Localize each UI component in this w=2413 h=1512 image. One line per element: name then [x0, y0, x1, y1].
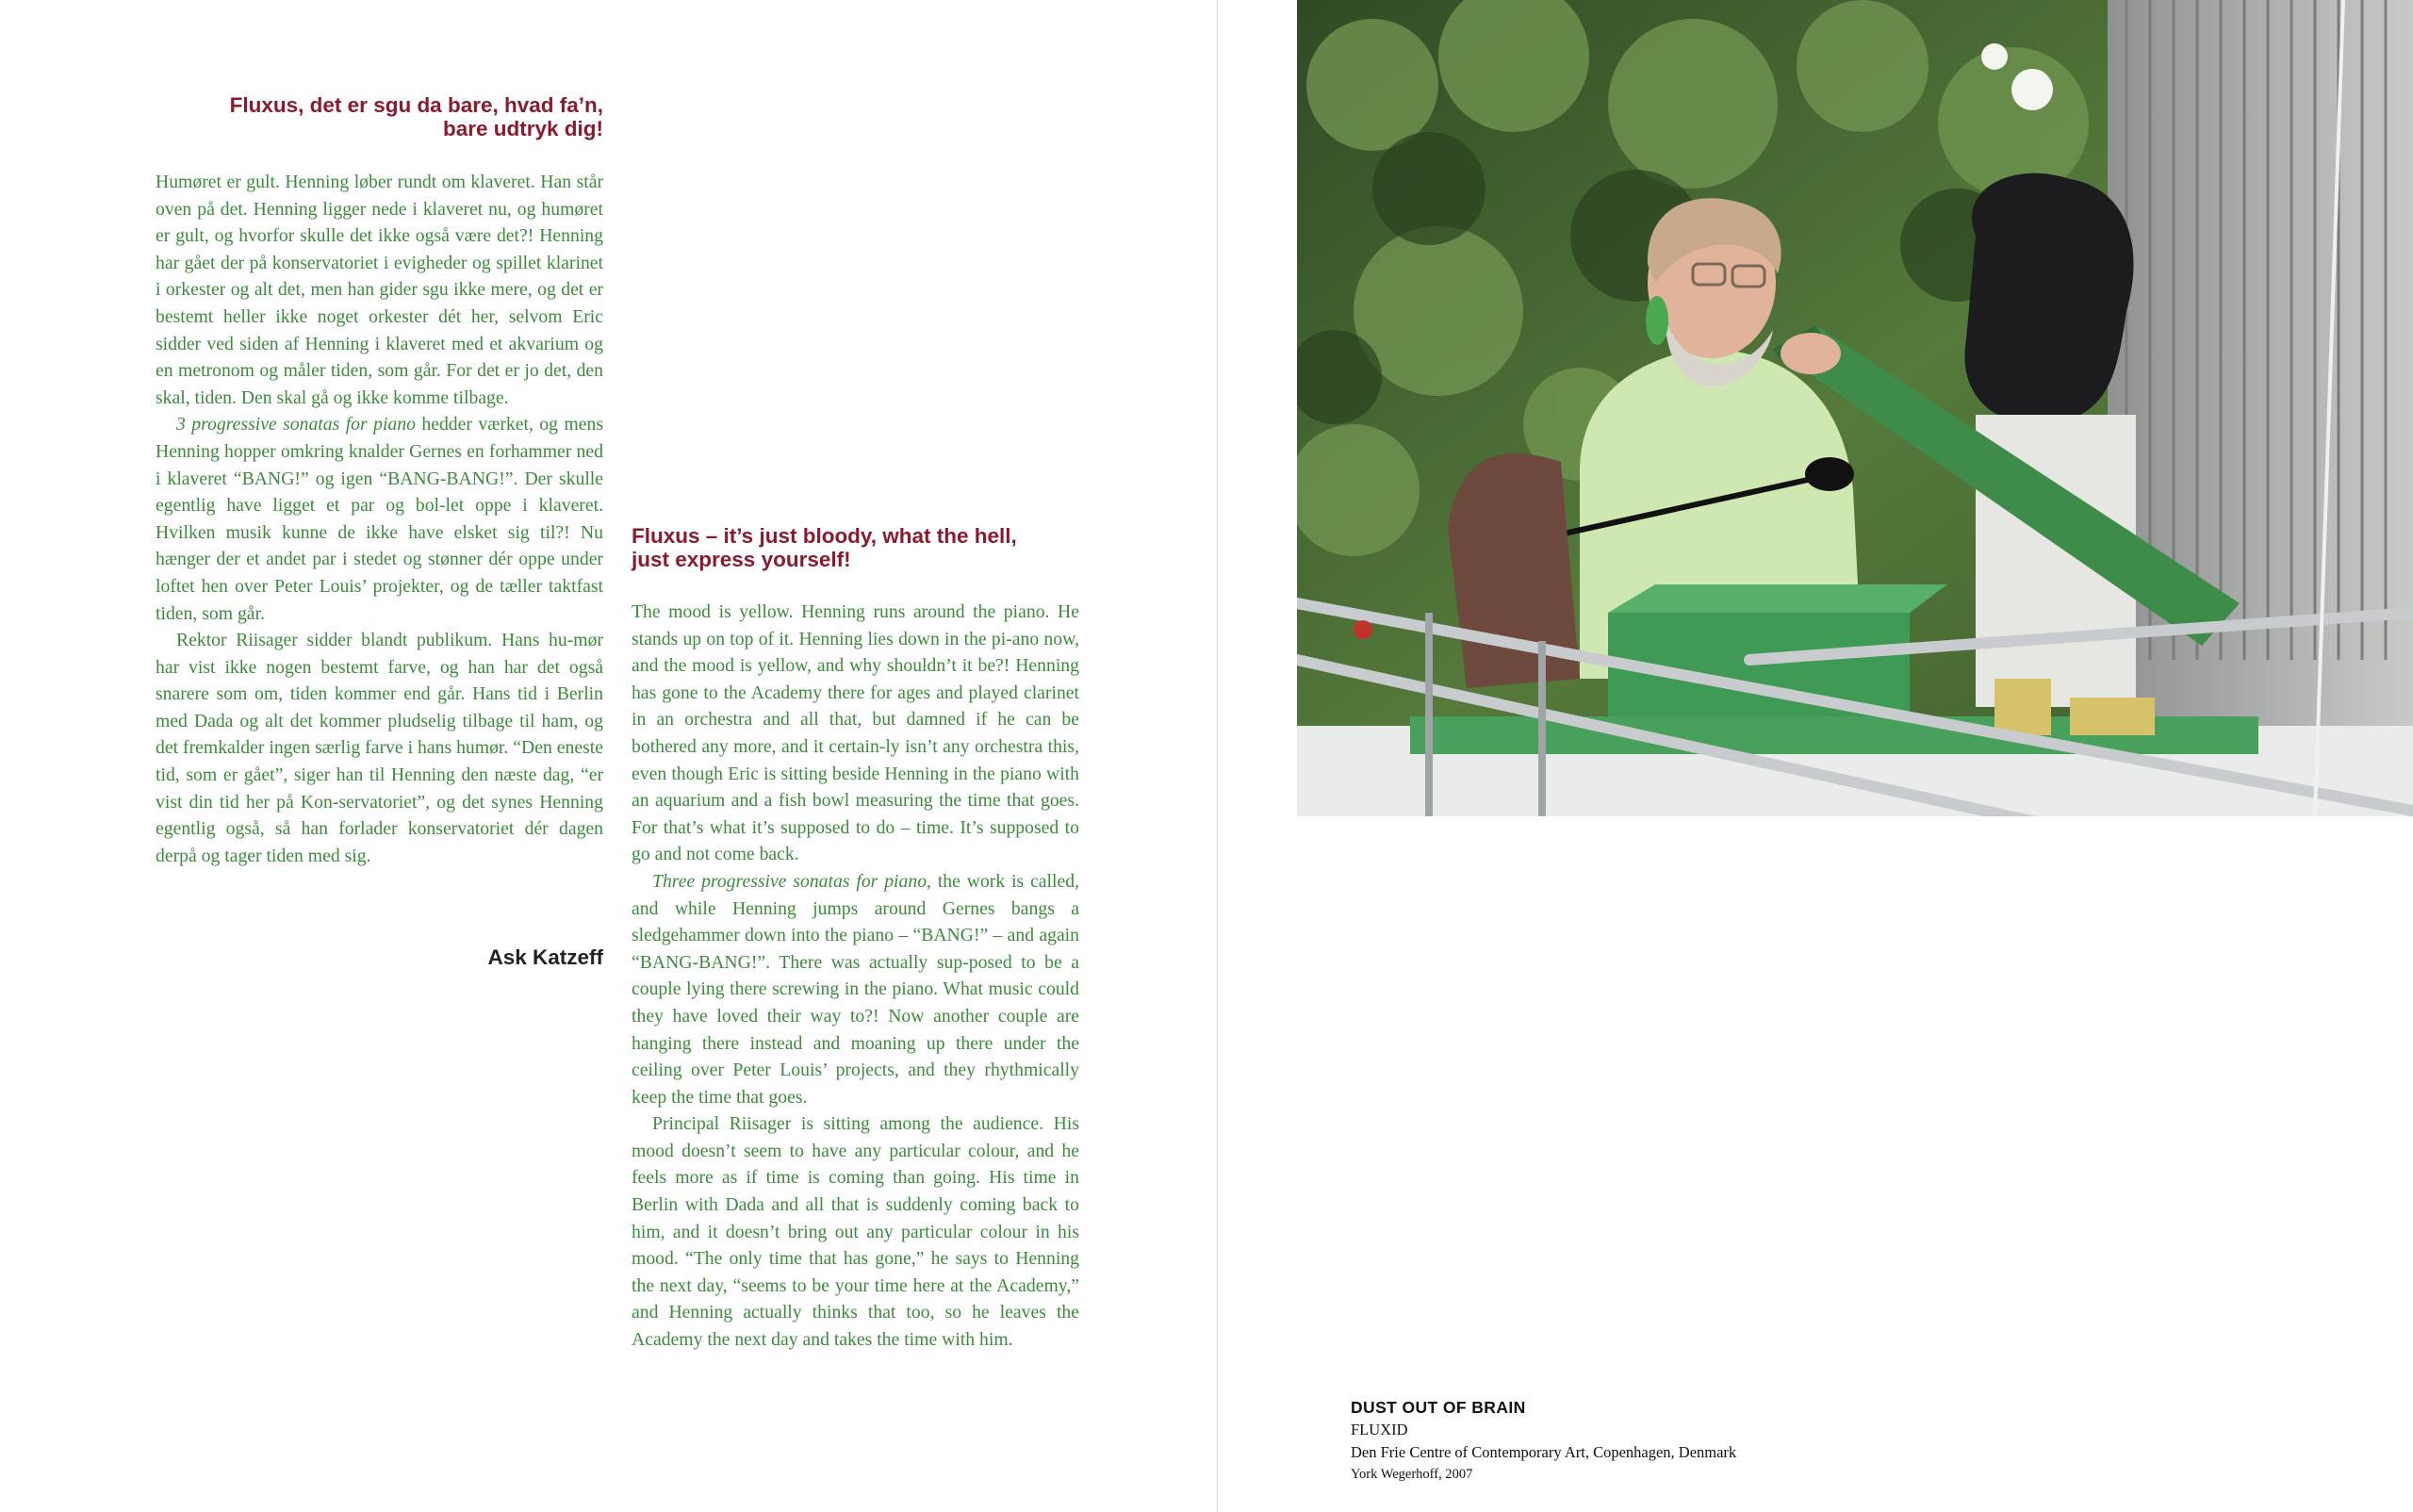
english-text-column [632, 599, 1079, 1354]
danish-paragraph-3: Rektor Riisager sidder blandt publikum. Hans hu-mør har vist ikke nogen bestemt farve, og han har det også snarere som om, tiden kommer end går. Hans tid i Berlin med Dada og alt det kommer pludselig tilbage til ham, og det fremkalder ingen særlig farve i hans humør. “Den eneste tid, som er gået”, siger han til Henning den næste dag, “er vist din tid her på Kon-servatoriet”, og det synes Henning egentlig også, så han forlader konservatoriet dér dagen derpå og tager tiden med sig. [156, 630, 603, 866]
english-paragraph-2-text: the work is called, and while Henning jumps around Gernes bangs a sledgehammer down into the piano – “BANG!” – and again “BANG-BANG!”. There was actually sup-posed to be a couple lying there screwing in the piano. What music could they have loved their way to?! Now another couple are hanging there instead and moaning up there under the ceiling over Peter Louis’ projects, and they rhythmically keep the time that goes. [632, 870, 1079, 1108]
caption-photo-credit: York Wegerhoff, 2007 [1351, 1467, 1473, 1482]
english-paragraph-2 [632, 868, 1079, 1110]
danish-heading [156, 93, 603, 140]
danish-text-column [156, 169, 603, 869]
english-heading [632, 524, 1079, 571]
author-name: Ask Katzeff [487, 945, 603, 969]
page-spine-divider [1217, 0, 1218, 1512]
caption-venue: Den Frie Centre of Contemporary Art, Copenhagen, Denmark [1351, 1443, 1737, 1461]
danish-heading-line-1: Fluxus, det er sgu da bare, hvad fa’n, [229, 93, 603, 117]
danish-heading-line-2: bare udtryk dig! [442, 117, 603, 140]
danish-work-title: 3 progressive sonatas for piano [176, 414, 416, 436]
caption-subtitle: FLUXID [1351, 1421, 1408, 1438]
performance-photo-illustration [1297, 0, 2413, 816]
english-heading-line-2: just express yourself! [632, 548, 851, 571]
english-paragraph-1: The mood is yellow. Henning runs around the piano. He stands up on top of it. Henning lies down in the pi-ano now, and the mood is yellow, and why shouldn’t it be?! Henning has gone to the Academy there for ages and played clarinet in an orchestra and all that, but damned if he can be bothered any more, and it certain-ly isn’t any orchestra this, even though Eric is sitting beside Henning in the piano with an aquarium and a fish bowl measuring the time that goes. For that’s what it’s supposed to do – time. It’s supposed to go and not come back. [632, 601, 1079, 865]
danish-paragraph-2-text: hedder værket, og mens Henning hopper omkring knalder Gernes en forhammer ned i klaveret “BANG!” og igen “BANG-BANG!”. Der skulle egentlig have ligget et par og bol-let oppe i klaveret. Hvilken musik kunne de ikke have elsket sig til?! Nu hænger der et andet par i stedet og stønner dér oppe under loftet hen over Peter Louis’ projekter, og de tæller taktfast tiden, som går. [156, 414, 603, 624]
english-paragraph-3: Principal Riisager is sitting among the audience. His mood doesn’t seem to have any particular colour, and he feels more as if time is coming than going. His time in Berlin with Dada and all that is suddenly coming back to him, and it doesn’t bring out any particular colour in his mood. “The only time that has gone,” he says to Henning the next day, “seems to be your time here at the Academy,” and Henning actually thinks that too, so he leaves the Academy the next day and takes the time with him. [632, 1113, 1079, 1351]
performance-photo [1297, 0, 2413, 816]
caption-title: DUST OUT OF BRAIN [1351, 1398, 1526, 1417]
english-heading-line-1: Fluxus – it’s just bloody, what the hell, [632, 524, 1017, 548]
danish-paragraph-1: Humøret er gult. Henning løber rundt om klaveret. Han står oven på det. Henning ligger nede i klaveret nu, og humøret er gult, og hvorfor skulle det ikke også være det?! Henning har gået der på konservatoriet i evigheder og spillet klarinet i orkester og alt det, men han gider sgu ikke mere, og det er bestemt heller ikke noget orkester dét her, selvom Eric sidder ved siden af Henning i klaveret med et akvarium og en metronom og måler tiden, som går. For det er jo det, den skal, tiden. Den skal gå og ikke komme tilbage. [156, 172, 603, 408]
danish-paragraph-2 [156, 411, 603, 627]
english-work-title: Three progressive sonatas for piano, [652, 870, 931, 892]
